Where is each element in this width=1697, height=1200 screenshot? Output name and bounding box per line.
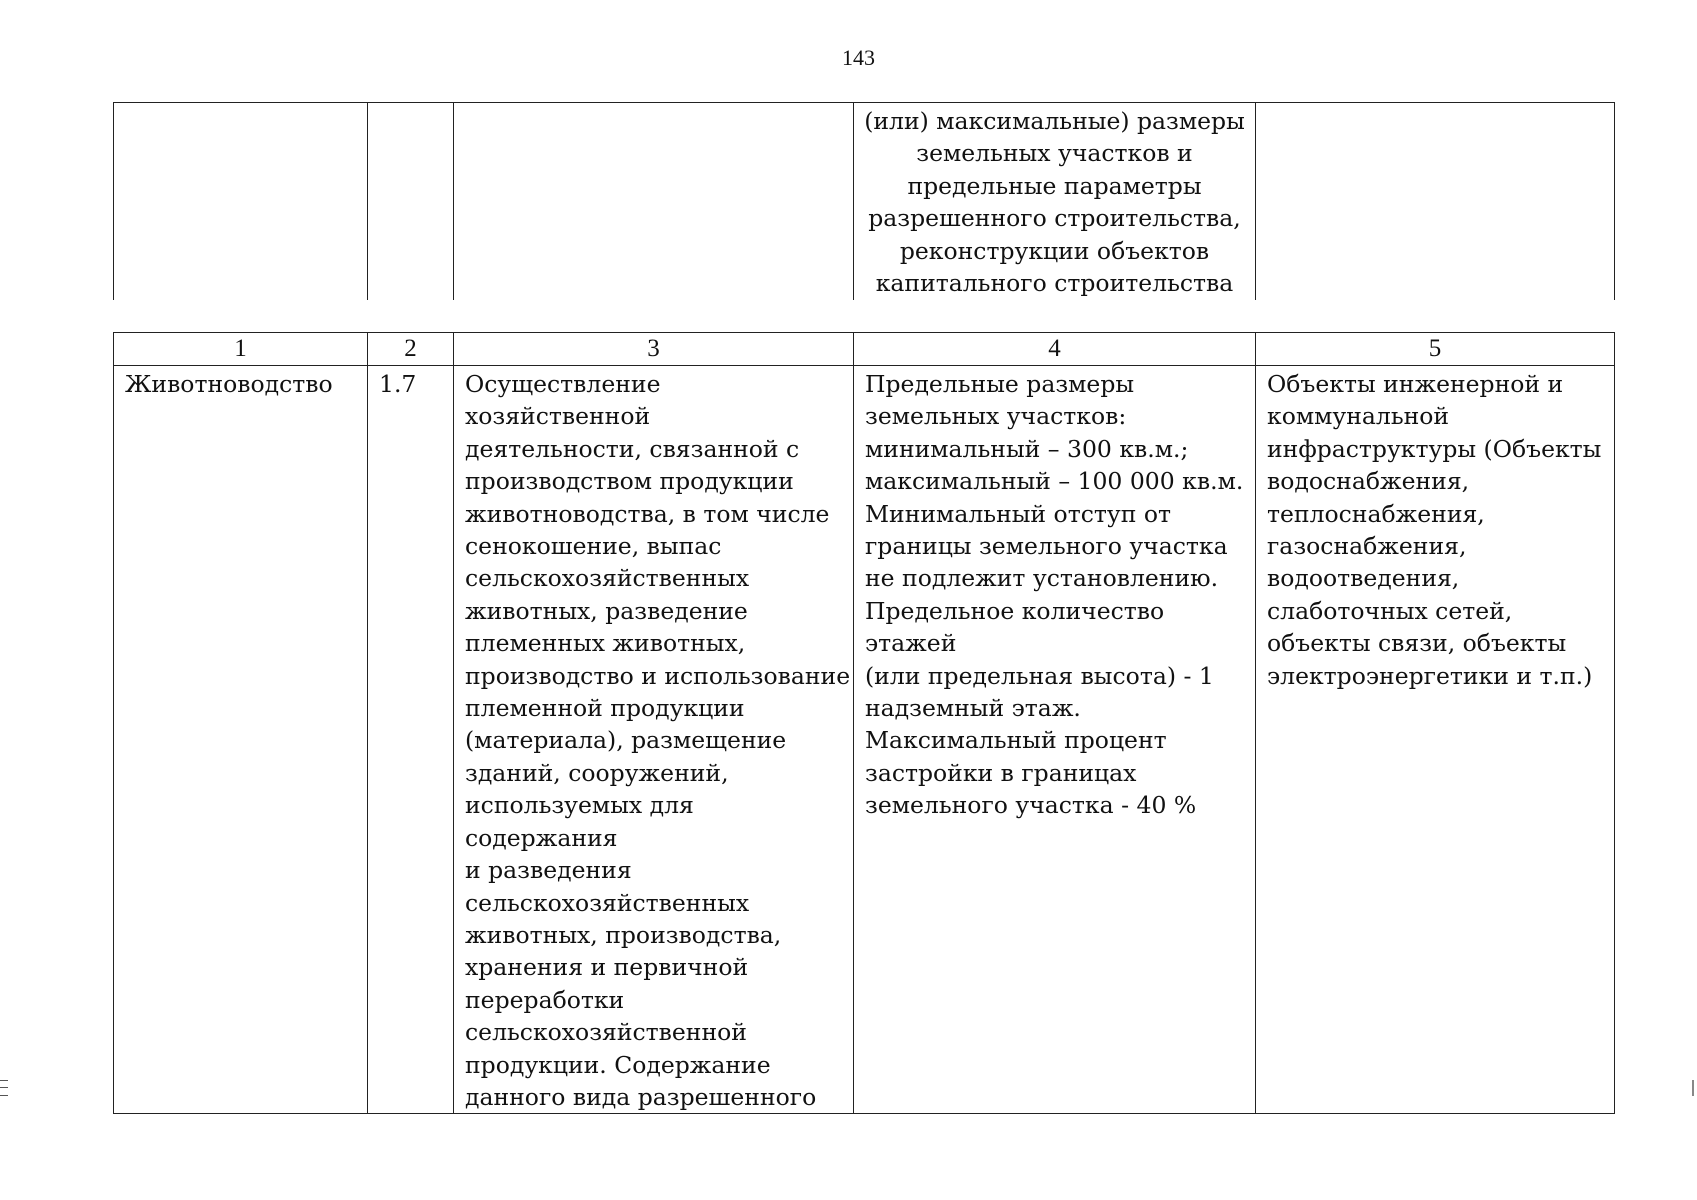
left-edge-scan-mark [0,1080,8,1096]
continuation-cell-2 [368,103,454,300]
land-use-table [113,332,1615,1114]
column-number-2: 2 [368,333,454,366]
column-number-3: 3 [454,333,854,366]
column-numbers-row [114,333,1615,366]
use-type-code: 1.7 [368,366,454,1114]
use-type-auxiliary: Объекты инженерной и коммунальной инфраструктуры (Объекты водоснабжения, теплоснабжения, газоснабжения, водоотведения, слаботочных сетей, объекты связи, объекты электроэнергетики и т.п.) [1256,366,1615,1114]
continuation-cell-3 [454,103,854,300]
use-type-description: Осуществление хозяйственной деятельности, связанной с производством продукции животноводства, в том числе сенокошение, выпас сельскохозяйственных животных, разведение племенных животных, производство и использование племенной продукции (материала), размещение зданий, сооружений, используемых для содержания и разведения сельскохозяйственных животных, производства, хранения и первичной переработки сельскохозяйственной продукции. Содержание данного вида разрешенного [454,366,854,1114]
use-type-name: Животноводство [114,366,368,1114]
right-edge-scan-mark [1692,1080,1697,1096]
continuation-cell-4: (или) максимальные) размеры земельных участков и предельные параметры разрешенного строительства, реконструкции объектов капитального строительства [854,103,1256,300]
continuation-cell-5 [1256,103,1615,300]
continuation-table [113,102,1615,300]
column-number-4: 4 [854,333,1256,366]
continuation-cell-1 [114,103,368,300]
page-number: 143 [842,45,875,70]
column-number-5: 5 [1256,333,1615,366]
use-type-parameters: Предельные размеры земельных участков: минимальный – 300 кв.м.; максимальный – 100 000 кв.м. Минимальный отступ от границы земельного участка не подлежит установлению. Предельное количество этажей (или предельная высота) - 1 надземный этаж. Максимальный процент застройки в границах земельного участка - 40 % [854,366,1256,1114]
continuation-row [114,103,1615,300]
table-row [114,366,1615,1114]
column-number-1: 1 [114,333,368,366]
